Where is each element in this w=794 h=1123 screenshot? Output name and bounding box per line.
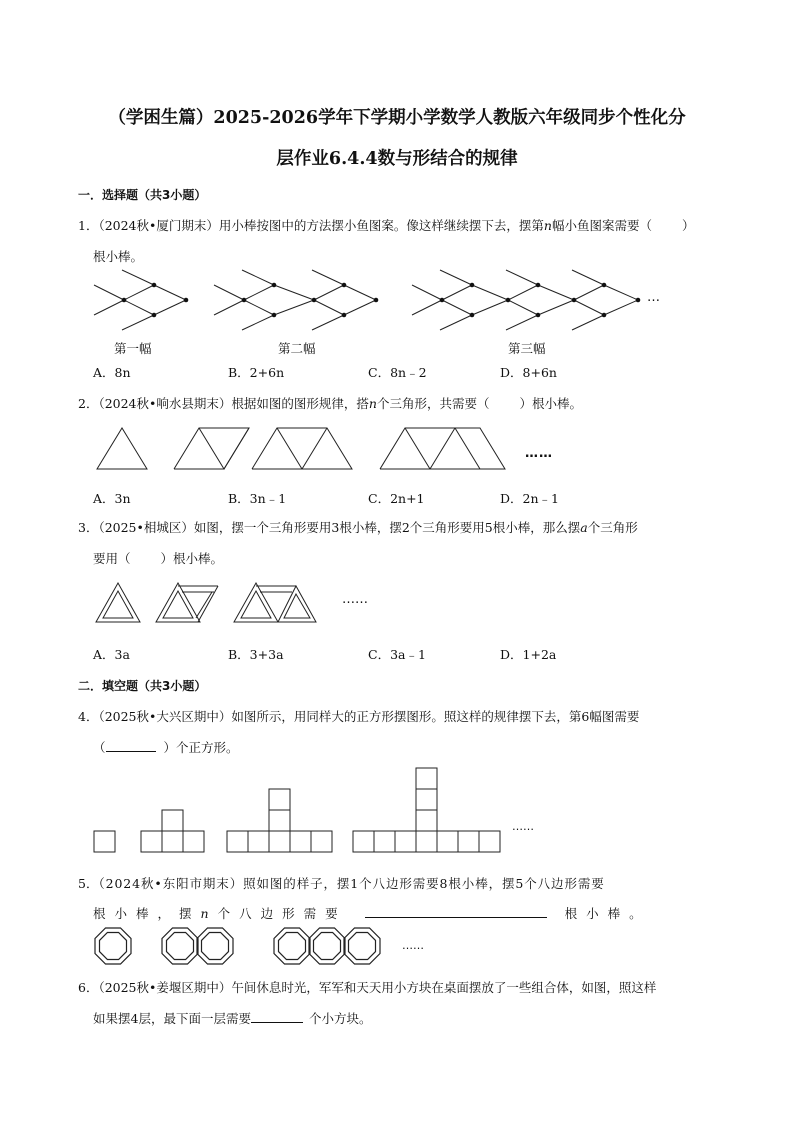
q1-option-b[interactable]: B．2+6n <box>228 365 285 380</box>
q4-stem-line2 <box>93 738 733 756</box>
q6-answer-blank[interactable] <box>251 1022 303 1023</box>
q6-number: 6． <box>78 980 99 995</box>
q4-text: （2025秋•大兴区期中）如图所示，用同样大的正方形摆图形。照这样的规律摆下去，第6幅图需要 <box>98 709 640 724</box>
q2-option-a[interactable]: A．3n <box>93 491 131 506</box>
q2-var: n <box>368 396 377 411</box>
q3-text-a: （2025•相城区）如图，摆一个三角形要用3根小棒，摆2个三角形要用5根小棒，那么摆 <box>98 520 581 535</box>
q5-number: 5． <box>78 876 99 891</box>
q5-var: n <box>200 906 218 921</box>
q5-line2-a: 根小棒，摆 <box>93 906 201 921</box>
q2-number: 2． <box>78 396 99 411</box>
page-title-line2: 层作业6.4.4数与形结合的规律 <box>276 149 518 169</box>
q4-line2-a: （ <box>93 740 106 755</box>
q1-caption-1: 第一幅 <box>114 341 152 356</box>
q3-stem <box>78 518 718 536</box>
q2-stem <box>78 394 718 412</box>
q1-var: n <box>543 218 552 233</box>
q1-caption-2: 第二幅 <box>278 341 316 356</box>
q3-line2-b: ）根小棒。 <box>160 551 224 566</box>
q5-line2-c: 根小棒。 <box>564 906 651 921</box>
q3-text-b: 个三角形 <box>587 520 638 535</box>
q2-text-b: 个三角形，共需要（ <box>376 396 490 411</box>
q1-stem <box>78 216 718 234</box>
q5-line2-b: 个八边形需要 <box>217 906 347 921</box>
q3-option-d[interactable]: D．1+2a <box>500 647 557 662</box>
q1-ellipsis: … <box>647 290 660 305</box>
q4-number: 4． <box>78 709 99 724</box>
q2-text-c: ）根小棒。 <box>519 396 582 411</box>
section-fill-heading: 二．填空题（共3小题） <box>78 679 207 693</box>
q1-number: 1． <box>78 218 99 233</box>
q2-option-b[interactable]: B．3n﹣1 <box>228 491 287 506</box>
q2-option-d[interactable]: D．2n﹣1 <box>500 491 559 506</box>
q5-answer-blank[interactable] <box>365 917 547 918</box>
q2-option-c[interactable]: C．2n+1 <box>368 491 425 506</box>
fish-3 <box>412 270 638 330</box>
q5-stem <box>78 874 718 892</box>
q1-option-a[interactable]: A．8n <box>93 365 131 380</box>
q5-ellipsis: …… <box>402 939 424 952</box>
fish-2 <box>214 270 376 330</box>
q3-stem-line2 <box>93 549 733 567</box>
q2-text-a: （2024秋•响水县期末）根据如图的图形规律，搭 <box>98 396 369 411</box>
q3-option-a[interactable]: A．3a <box>93 647 130 662</box>
page-title-line1: （学困生篇）2025-2026学年下学期小学数学人教版六年级同步个性化分 <box>108 108 686 128</box>
q1-text-b: 幅小鱼图案需要（ <box>551 218 652 233</box>
q6-text: （2025秋•姜堰区期中）午间休息时光，军军和天天用小方块在桌面摆放了一些组合体，如图，照这样 <box>98 980 657 995</box>
q3-option-b[interactable]: B．3+3a <box>228 647 284 662</box>
q6-stem-line2 <box>93 1009 733 1027</box>
q3-option-c[interactable]: C．3a﹣1 <box>368 647 426 662</box>
q1-option-d[interactable]: D．8+6n <box>500 365 557 380</box>
q6-stem <box>78 978 718 996</box>
q3-ellipsis: …… <box>342 592 368 607</box>
q6-line2-b: 个小方块。 <box>308 1011 372 1026</box>
fish-1 <box>94 270 186 330</box>
q3-line2-a: 要用（ <box>93 551 131 566</box>
q4-stem <box>78 707 718 725</box>
q6-line2-a: 如果摆4层，最下面一层需要 <box>93 1011 251 1026</box>
q1-stem-line2: 根小棒。 <box>93 249 144 264</box>
q1-text-c: ） <box>681 218 695 233</box>
q4-ellipsis: …… <box>512 820 534 833</box>
q5-stem-line2 <box>93 904 733 922</box>
q1-text-a: （2024秋•厦门期末）用小棒按图中的方法摆小鱼图案。像这样继续摆下去，摆第 <box>98 218 544 233</box>
q5-text: （2024秋•东阳市期末）照如图的样子，摆1个八边形需要8根小棒，摆5个八边形需要 <box>98 876 605 891</box>
q1-caption-3: 第三幅 <box>508 341 546 356</box>
q2-ellipsis: …… <box>525 446 553 461</box>
q3-var: a <box>580 520 588 535</box>
q4-answer-blank[interactable] <box>106 751 156 752</box>
section-choice-heading: 一．选择题（共3小题） <box>78 188 207 202</box>
q4-line2-b: ）个正方形。 <box>163 740 239 755</box>
q1-option-c[interactable]: C．8n﹣2 <box>368 365 427 380</box>
q3-number: 3． <box>78 520 99 535</box>
